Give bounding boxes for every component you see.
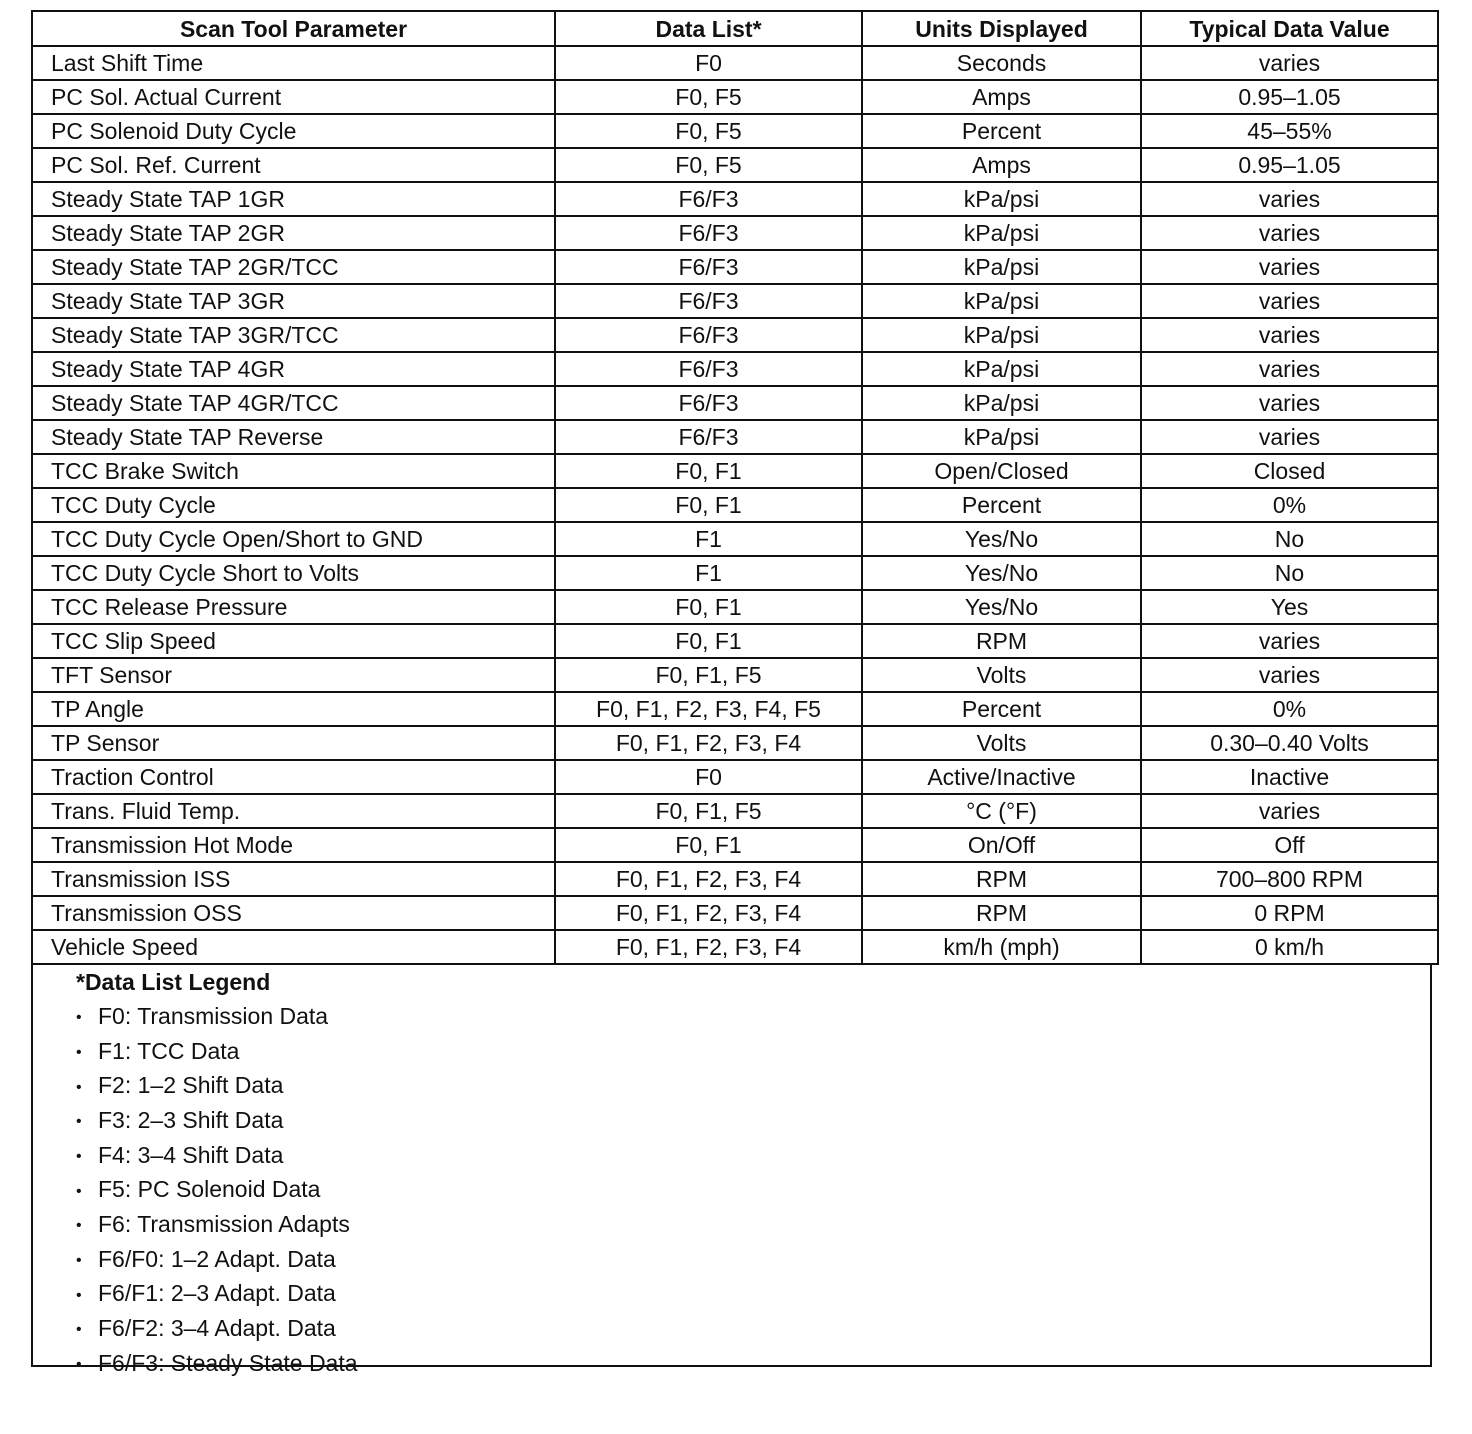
legend-list bbox=[33, 1000, 1430, 1381]
units-cell: kPa/psi bbox=[862, 420, 1141, 454]
data-list-cell: F0, F1 bbox=[555, 454, 862, 488]
table-row bbox=[32, 692, 1438, 726]
legend-item bbox=[33, 1312, 1430, 1347]
table-row bbox=[32, 250, 1438, 284]
parameter-cell: Last Shift Time bbox=[32, 46, 555, 80]
table-row bbox=[32, 794, 1438, 828]
parameter-cell: Steady State TAP 2GR bbox=[32, 216, 555, 250]
data-list-cell: F0 bbox=[555, 46, 862, 80]
bullet-icon: • bbox=[76, 1078, 82, 1096]
typical-value-cell: varies bbox=[1141, 182, 1438, 216]
typical-value-cell: varies bbox=[1141, 318, 1438, 352]
scan-tool-data-sheet bbox=[31, 10, 1437, 1376]
table-row bbox=[32, 182, 1438, 216]
legend-item-text: F2: 1–2 Shift Data bbox=[98, 1072, 284, 1099]
data-list-cell: F0, F1, F2, F3, F4 bbox=[555, 896, 862, 930]
units-cell: Amps bbox=[862, 80, 1141, 114]
parameter-cell: Steady State TAP Reverse bbox=[32, 420, 555, 454]
scan-tool-parameter-table bbox=[31, 10, 1439, 965]
parameter-cell: TCC Duty Cycle bbox=[32, 488, 555, 522]
bullet-icon: • bbox=[76, 1355, 82, 1373]
typical-value-cell: 0 km/h bbox=[1141, 930, 1438, 964]
parameter-cell: TP Angle bbox=[32, 692, 555, 726]
typical-value-cell: 0% bbox=[1141, 692, 1438, 726]
data-list-cell: F0, F5 bbox=[555, 80, 862, 114]
typical-value-cell: 700–800 RPM bbox=[1141, 862, 1438, 896]
bullet-icon: • bbox=[76, 1113, 82, 1131]
bullet-icon: • bbox=[76, 1321, 82, 1339]
table-row bbox=[32, 420, 1438, 454]
table-row bbox=[32, 488, 1438, 522]
data-list-cell: F0, F1, F2, F3, F4, F5 bbox=[555, 692, 862, 726]
units-cell: kPa/psi bbox=[862, 250, 1141, 284]
legend-item bbox=[33, 1069, 1430, 1104]
data-list-cell: F6/F3 bbox=[555, 352, 862, 386]
units-cell: Seconds bbox=[862, 46, 1141, 80]
parameter-cell: TP Sensor bbox=[32, 726, 555, 760]
data-list-cell: F6/F3 bbox=[555, 386, 862, 420]
parameter-cell: Trans. Fluid Temp. bbox=[32, 794, 555, 828]
legend-item-text: F1: TCC Data bbox=[98, 1037, 240, 1064]
legend-item-text: F6/F0: 1–2 Adapt. Data bbox=[98, 1245, 336, 1272]
bullet-icon: • bbox=[76, 1043, 82, 1061]
units-cell: Volts bbox=[862, 726, 1141, 760]
header-scan-tool-parameter: Scan Tool Parameter bbox=[32, 11, 555, 46]
data-list-cell: F0, F1, F2, F3, F4 bbox=[555, 726, 862, 760]
parameter-cell: Steady State TAP 3GR bbox=[32, 284, 555, 318]
typical-value-cell: 0.95–1.05 bbox=[1141, 80, 1438, 114]
data-list-cell: F0, F1, F5 bbox=[555, 658, 862, 692]
parameter-cell: TCC Duty Cycle Short to Volts bbox=[32, 556, 555, 590]
legend-item bbox=[33, 1347, 1430, 1382]
units-cell: Active/Inactive bbox=[862, 760, 1141, 794]
data-list-cell: F0, F1 bbox=[555, 624, 862, 658]
data-list-cell: F0, F1, F2, F3, F4 bbox=[555, 862, 862, 896]
data-list-cell: F6/F3 bbox=[555, 216, 862, 250]
table-row bbox=[32, 284, 1438, 318]
table-row bbox=[32, 726, 1438, 760]
table-row bbox=[32, 114, 1438, 148]
data-list-cell: F0 bbox=[555, 760, 862, 794]
units-cell: Amps bbox=[862, 148, 1141, 182]
table-row bbox=[32, 522, 1438, 556]
parameter-cell: Steady State TAP 4GR/TCC bbox=[32, 386, 555, 420]
typical-value-cell: 0.30–0.40 Volts bbox=[1141, 726, 1438, 760]
bullet-icon: • bbox=[76, 1217, 82, 1235]
parameter-cell: Steady State TAP 1GR bbox=[32, 182, 555, 216]
table-row bbox=[32, 454, 1438, 488]
table-row bbox=[32, 318, 1438, 352]
data-list-cell: F6/F3 bbox=[555, 318, 862, 352]
table-row bbox=[32, 930, 1438, 964]
units-cell: kPa/psi bbox=[862, 318, 1141, 352]
parameter-cell: TCC Duty Cycle Open/Short to GND bbox=[32, 522, 555, 556]
legend-item bbox=[33, 1035, 1430, 1070]
legend-item bbox=[33, 1104, 1430, 1139]
table-row bbox=[32, 896, 1438, 930]
parameter-cell: Steady State TAP 4GR bbox=[32, 352, 555, 386]
table-row bbox=[32, 148, 1438, 182]
typical-value-cell: 0 RPM bbox=[1141, 896, 1438, 930]
typical-value-cell: Yes bbox=[1141, 590, 1438, 624]
data-list-cell: F6/F3 bbox=[555, 250, 862, 284]
bullet-icon: • bbox=[76, 1009, 82, 1027]
units-cell: kPa/psi bbox=[862, 352, 1141, 386]
data-list-cell: F0, F1 bbox=[555, 828, 862, 862]
data-list-cell: F1 bbox=[555, 522, 862, 556]
legend-title: *Data List Legend bbox=[76, 969, 271, 995]
bullet-icon: • bbox=[76, 1182, 82, 1200]
legend-item-text: F0: Transmission Data bbox=[98, 1003, 329, 1029]
data-list-cell: F0, F1, F5 bbox=[555, 794, 862, 828]
parameter-cell: TCC Release Pressure bbox=[32, 590, 555, 624]
parameter-cell: Traction Control bbox=[32, 760, 555, 794]
units-cell: Percent bbox=[862, 692, 1141, 726]
units-cell: Percent bbox=[862, 488, 1141, 522]
legend-item-text: F6/F1: 2–3 Adapt. Data bbox=[98, 1280, 336, 1307]
typical-value-cell: varies bbox=[1141, 250, 1438, 284]
legend-item-text: F5: PC Solenoid Data bbox=[98, 1176, 321, 1203]
legend-item bbox=[33, 1277, 1430, 1312]
typical-value-cell: varies bbox=[1141, 658, 1438, 692]
bullet-icon: • bbox=[76, 1251, 82, 1269]
table-row bbox=[32, 352, 1438, 386]
parameter-cell: Transmission ISS bbox=[32, 862, 555, 896]
units-cell: RPM bbox=[862, 862, 1141, 896]
bullet-icon: • bbox=[76, 1286, 82, 1304]
typical-value-cell: 0.95–1.05 bbox=[1141, 148, 1438, 182]
typical-value-cell: varies bbox=[1141, 624, 1438, 658]
table-row bbox=[32, 216, 1438, 250]
typical-value-cell: varies bbox=[1141, 46, 1438, 80]
units-cell: RPM bbox=[862, 624, 1141, 658]
typical-value-cell: Inactive bbox=[1141, 760, 1438, 794]
legend-item bbox=[33, 1243, 1430, 1278]
parameter-cell: Steady State TAP 3GR/TCC bbox=[32, 318, 555, 352]
table-row bbox=[32, 862, 1438, 896]
typical-value-cell: No bbox=[1141, 522, 1438, 556]
units-cell: kPa/psi bbox=[862, 182, 1141, 216]
table-row bbox=[32, 556, 1438, 590]
typical-value-cell: 45–55% bbox=[1141, 114, 1438, 148]
data-list-cell: F0, F1 bbox=[555, 590, 862, 624]
data-list-cell: F6/F3 bbox=[555, 182, 862, 216]
legend-item bbox=[33, 1208, 1430, 1243]
table-row bbox=[32, 46, 1438, 80]
units-cell: Percent bbox=[862, 114, 1141, 148]
units-cell: On/Off bbox=[862, 828, 1141, 862]
parameter-cell: Vehicle Speed bbox=[32, 930, 555, 964]
typical-value-cell: Closed bbox=[1141, 454, 1438, 488]
bullet-icon: • bbox=[76, 1147, 82, 1165]
data-list-cell: F6/F3 bbox=[555, 284, 862, 318]
typical-value-cell: varies bbox=[1141, 216, 1438, 250]
legend-item-text: F6/F3: Steady State Data bbox=[98, 1349, 358, 1376]
units-cell: kPa/psi bbox=[862, 284, 1141, 318]
parameter-cell: TCC Brake Switch bbox=[32, 454, 555, 488]
data-list-cell: F0, F1 bbox=[555, 488, 862, 522]
table-row bbox=[32, 658, 1438, 692]
data-list-cell: F0, F5 bbox=[555, 114, 862, 148]
legend-item-text: F6/F2: 3–4 Adapt. Data bbox=[98, 1315, 336, 1342]
data-list-cell: F1 bbox=[555, 556, 862, 590]
units-cell: RPM bbox=[862, 896, 1141, 930]
legend-item-text: F3: 2–3 Shift Data bbox=[98, 1107, 284, 1134]
typical-value-cell: varies bbox=[1141, 386, 1438, 420]
typical-value-cell: varies bbox=[1141, 420, 1438, 454]
legend-item bbox=[33, 1139, 1430, 1174]
table-row bbox=[32, 386, 1438, 420]
header-typical-data-value: Typical Data Value bbox=[1141, 11, 1438, 46]
typical-value-cell: 0% bbox=[1141, 488, 1438, 522]
data-list-cell: F0, F5 bbox=[555, 148, 862, 182]
units-cell: Yes/No bbox=[862, 556, 1141, 590]
parameter-cell: PC Sol. Actual Current bbox=[32, 80, 555, 114]
units-cell: Volts bbox=[862, 658, 1141, 692]
table-row bbox=[32, 828, 1438, 862]
parameter-cell: PC Solenoid Duty Cycle bbox=[32, 114, 555, 148]
units-cell: kPa/psi bbox=[862, 216, 1141, 250]
header-units-displayed: Units Displayed bbox=[862, 11, 1141, 46]
table-row bbox=[32, 624, 1438, 658]
parameter-cell: Transmission Hot Mode bbox=[32, 828, 555, 862]
table-row bbox=[32, 590, 1438, 624]
units-cell: Yes/No bbox=[862, 522, 1141, 556]
units-cell: Yes/No bbox=[862, 590, 1141, 624]
legend-item-text: F6: Transmission Adapts bbox=[98, 1211, 350, 1238]
header-data-list: Data List* bbox=[555, 11, 862, 46]
parameter-cell: TFT Sensor bbox=[32, 658, 555, 692]
parameter-cell: TCC Slip Speed bbox=[32, 624, 555, 658]
data-list-cell: F6/F3 bbox=[555, 420, 862, 454]
legend-item bbox=[33, 1000, 1430, 1035]
typical-value-cell: varies bbox=[1141, 352, 1438, 386]
typical-value-cell: varies bbox=[1141, 284, 1438, 318]
typical-value-cell: No bbox=[1141, 556, 1438, 590]
parameter-cell: Transmission OSS bbox=[32, 896, 555, 930]
legend-item bbox=[33, 1173, 1430, 1208]
table-row bbox=[32, 80, 1438, 114]
units-cell: kPa/psi bbox=[862, 386, 1141, 420]
data-list-cell: F0, F1, F2, F3, F4 bbox=[555, 930, 862, 964]
table-row bbox=[32, 760, 1438, 794]
table-body bbox=[32, 46, 1438, 964]
typical-value-cell: Off bbox=[1141, 828, 1438, 862]
data-list-legend bbox=[31, 965, 1432, 1376]
table-header-row bbox=[32, 11, 1438, 46]
units-cell: Open/Closed bbox=[862, 454, 1141, 488]
units-cell: °C (°F) bbox=[862, 794, 1141, 828]
units-cell: km/h (mph) bbox=[862, 930, 1141, 964]
parameter-cell: Steady State TAP 2GR/TCC bbox=[32, 250, 555, 284]
typical-value-cell: varies bbox=[1141, 794, 1438, 828]
parameter-cell: PC Sol. Ref. Current bbox=[32, 148, 555, 182]
legend-item-text: F4: 3–4 Shift Data bbox=[98, 1141, 284, 1168]
